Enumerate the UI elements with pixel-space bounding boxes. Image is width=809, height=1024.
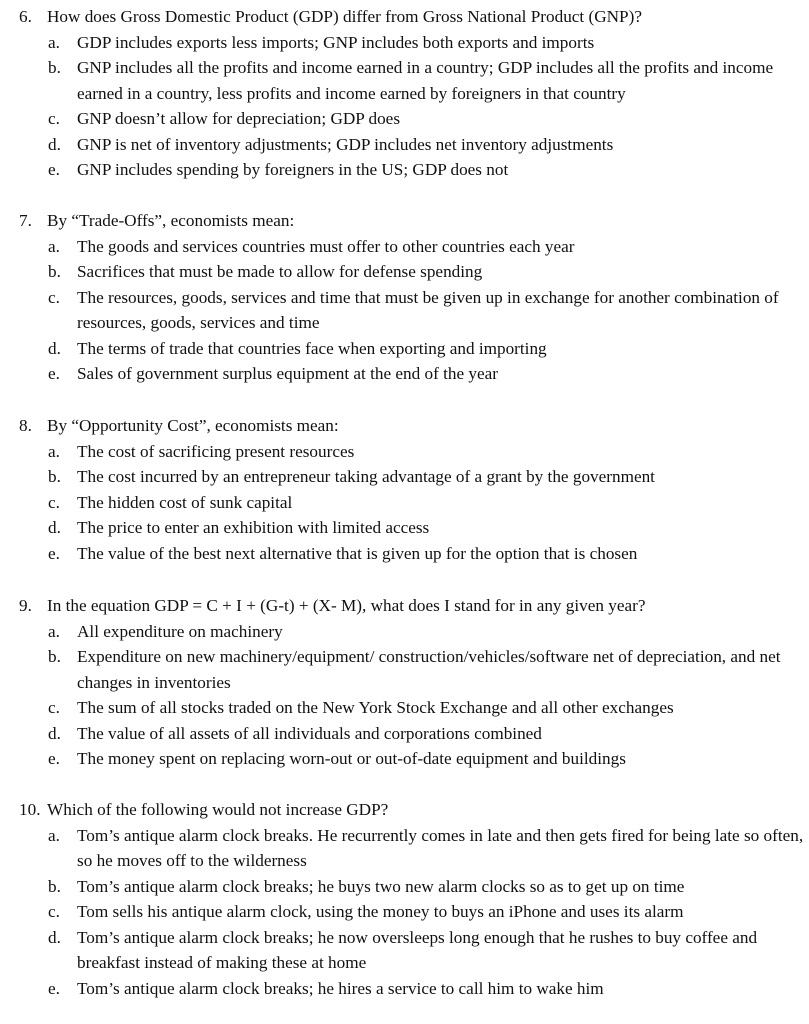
option-text: Tom sells his antique alarm clock, using the money to buys an iPhone and uses its alarm	[77, 902, 684, 921]
option-b	[0, 644, 809, 695]
option-a	[0, 30, 809, 56]
option-a	[0, 234, 809, 260]
option-text: The value of all assets of all individuals and corporations combined	[77, 723, 542, 743]
option-letter: d.	[48, 518, 61, 537]
option-letter: e.	[48, 160, 60, 179]
option-letter: a.	[48, 32, 60, 52]
option-d	[0, 721, 809, 747]
question-7	[0, 208, 809, 387]
option-letter: b.	[48, 647, 61, 666]
option-text: All expenditure on machinery	[77, 621, 283, 641]
question-number: 6.	[19, 7, 32, 26]
question-text: By “Opportunity Cost”, economists mean:	[47, 416, 339, 435]
option-letter: e.	[48, 543, 60, 563]
option-letter: d.	[48, 927, 61, 947]
option-letter: d.	[48, 338, 61, 358]
option-d	[0, 336, 809, 362]
option-letter: e.	[48, 364, 60, 383]
option-b	[0, 259, 809, 285]
option-d	[0, 925, 809, 976]
option-c	[0, 899, 809, 925]
option-letter: b.	[48, 262, 61, 281]
option-text: The cost of sacrificing present resources	[77, 441, 355, 461]
option-letter: c.	[48, 902, 60, 921]
option-text: The cost incurred by an entrepreneur taking advantage of a grant by the government	[77, 467, 655, 486]
option-e	[0, 157, 809, 183]
option-letter: b.	[48, 58, 61, 77]
option-text: The money spent on replacing worn-out or out-of-date equipment and buildings	[77, 749, 626, 768]
question-8	[0, 413, 809, 566]
option-letter: e.	[48, 749, 60, 768]
question-text: How does Gross Domestic Product (GDP) differ from Gross National Product (GNP)?	[47, 7, 642, 26]
option-b	[0, 874, 809, 900]
option-e	[0, 361, 809, 387]
option-text: Tom’s antique alarm clock breaks; he hires a service to call him to wake him	[77, 978, 604, 998]
option-c	[0, 106, 809, 132]
option-text: The hidden cost of sunk capital	[77, 492, 293, 512]
option-d	[0, 515, 809, 541]
option-b	[0, 55, 809, 106]
option-c	[0, 490, 809, 516]
option-text: The terms of trade that countries face when exporting and importing	[77, 338, 547, 358]
option-letter: c.	[48, 698, 60, 717]
option-e	[0, 976, 809, 1002]
option-text: The value of the best next alternative that is given up for the option that is chosen	[77, 543, 638, 563]
option-text: GNP includes spending by foreigners in the US; GDP does not	[77, 160, 509, 179]
question-text: Which of the following would not increase GDP?	[47, 800, 389, 819]
option-e	[0, 541, 809, 567]
option-c	[0, 285, 809, 336]
question-6	[0, 4, 809, 183]
option-text: GNP includes all the profits and income earned in a country; GDP includes all the profits and income earned in a country, less profits and income earned by foreigners in that country	[77, 58, 774, 103]
option-letter: e.	[48, 978, 60, 998]
option-letter: a.	[48, 621, 60, 641]
option-a	[0, 619, 809, 645]
option-letter: c.	[48, 287, 60, 307]
option-d	[0, 132, 809, 158]
question-line	[0, 4, 809, 30]
option-letter: b.	[48, 467, 61, 486]
option-text: Sales of government surplus equipment at the end of the year	[77, 364, 498, 383]
question-text: In the equation GDP = C + I + (G-t) + (X- M), what does I stand for in any given year?	[47, 596, 646, 615]
option-text: GDP includes exports less imports; GNP includes both exports and imports	[77, 32, 595, 52]
option-c	[0, 695, 809, 721]
option-letter: b.	[48, 876, 61, 896]
question-line	[0, 413, 809, 439]
option-letter: d.	[48, 134, 61, 154]
option-text: GNP is net of inventory adjustments; GDP includes net inventory adjustments	[77, 134, 614, 154]
option-letter: a.	[48, 236, 60, 256]
option-text: The goods and services countries must offer to other countries each year	[77, 236, 575, 256]
question-number: 8.	[19, 416, 32, 435]
option-letter: c.	[48, 109, 60, 128]
question-10	[0, 797, 809, 1001]
question-number: 10.	[19, 800, 41, 819]
option-text: The sum of all stocks traded on the New York Stock Exchange and all other exchanges	[77, 698, 674, 717]
question-text: By “Trade-Offs”, economists mean:	[47, 211, 295, 230]
option-b	[0, 464, 809, 490]
question-9	[0, 593, 809, 772]
option-text: Tom’s antique alarm clock breaks; he now oversleeps long enough that he rushes to buy coffee and breakfast instead of making these at home	[77, 927, 758, 972]
option-letter: a.	[48, 825, 60, 845]
option-text: The resources, goods, services and time that must be given up in exchange for another combination of resources, goods, services and time	[77, 287, 779, 332]
option-text: GNP doesn’t allow for depreciation; GDP does	[77, 109, 401, 128]
option-text: Expenditure on new machinery/equipment/ construction/vehicles/software net of depreciation, and net changes in inventories	[77, 647, 781, 692]
option-text: Tom’s antique alarm clock breaks; he buys two new alarm clocks so as to get up on time	[77, 876, 685, 896]
option-letter: a.	[48, 441, 60, 461]
option-text: Sacrifices that must be made to allow for defense spending	[77, 262, 483, 281]
option-e	[0, 746, 809, 772]
option-text: Tom’s antique alarm clock breaks. He recurrently comes in late and then gets fired for being late so often, so he moves off to the wilderness	[77, 825, 804, 870]
option-a	[0, 823, 809, 874]
option-letter: c.	[48, 492, 60, 512]
question-line	[0, 797, 809, 823]
question-line	[0, 593, 809, 619]
option-text: The price to enter an exhibition with limited access	[77, 518, 430, 537]
question-number: 7.	[19, 211, 32, 230]
question-number: 9.	[19, 596, 32, 615]
question-line	[0, 208, 809, 234]
option-a	[0, 439, 809, 465]
option-letter: d.	[48, 723, 61, 743]
